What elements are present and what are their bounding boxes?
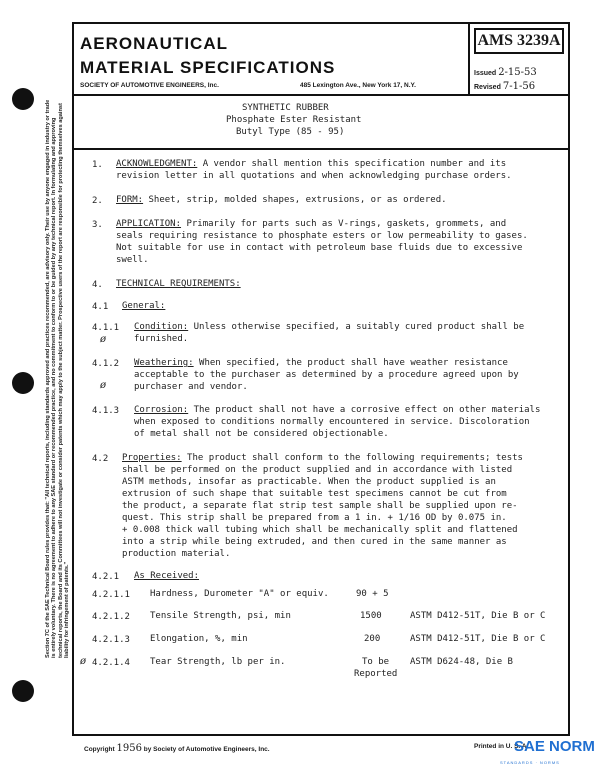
section-1-line-2: revision letter in all quotations and when acknowledging purchase orders. [116, 171, 512, 181]
binder-hole-top [12, 88, 34, 110]
section-4-1-3-line-2: when exposed to conditions normally encountered in service. Discoloration [134, 417, 530, 427]
section-3-line-2: seals requiring resistance to phosphate esters or low permeability to gases. [116, 231, 528, 241]
header-box [72, 22, 570, 96]
title-line-1: AERONAUTICAL [80, 34, 228, 53]
revision-mark-4-1-1: ø [100, 334, 107, 345]
subject-line-2: Phosphate Ester Resistant [226, 115, 362, 125]
section-4-2-line-8: into a strip while being extruded, and then cured in the same manner as [122, 537, 507, 547]
section-4-1-number: 4.1 [92, 302, 109, 312]
section-4-2-line-4: extrusion of such shape that suitable test specimens cannot be cut from [122, 489, 507, 499]
watermark-logo: SAE NORM [514, 738, 595, 755]
row-property: Elongation, %, min [150, 634, 248, 644]
section-2-heading: FORM: [116, 195, 144, 205]
row-method: ASTM D624-48, Die B [410, 657, 513, 667]
section-4-1-3-line-3: of metal shall not be considered objectionable. [134, 429, 389, 439]
section-4-2-1-heading: As Received: [134, 571, 200, 581]
revision-mark-4-1-2: ø [100, 380, 107, 391]
section-3-line-1 [116, 218, 506, 230]
section-4-1-1-text: Unless otherwise specified, a suitably cured product shall be [188, 322, 525, 332]
header-title-block [74, 24, 470, 94]
binder-hole-bottom [12, 680, 34, 702]
title-line-2: MATERIAL SPECIFICATIONS [80, 58, 336, 77]
section-2-line-1 [116, 194, 447, 206]
section-4-1-1-number: 4.1.1 [92, 323, 120, 333]
section-2-text: Sheet, strip, molded shapes, extrusions, or as ordered. [143, 195, 447, 205]
section-3-text: Primarily for parts such as V-rings, gaskets, grommets, and [181, 219, 507, 229]
section-1-number: 1. [92, 160, 103, 170]
section-2-number: 2. [92, 196, 103, 206]
section-4-1-2-line-3: purchaser and vendor. [134, 382, 248, 392]
side-disclaimer-text: Section 7C of the SAE Technical Board rules provides that: "All technical reports, including standards approved and practices recommended, are advisory only. Their use by anyone engaged in industry or trade is entirely voluntary. There is no agreement to adhere to any SAE standard or recommended practice, and no commitment to conform to or be guided by any technical report. In formulating and approving technical reports, the Board and its Committees will not investigate or consider patents which may apply to the subject matter. Prospective users of the report are responsible for protecting themselves against liability for infringement of patents." [45, 99, 70, 658]
issued-date-line [474, 67, 537, 78]
section-4-1-2-number: 4.1.2 [92, 359, 120, 369]
section-1-text: A vendor shall mention this specification number and its [197, 159, 507, 169]
row-number: 4.2.1.1 [92, 590, 130, 600]
section-4-2-heading: Properties: [122, 453, 182, 463]
row-value: 200 [364, 634, 381, 644]
revised-label: Revised [474, 84, 501, 91]
copyright-line [84, 743, 270, 754]
section-1-line-1 [116, 158, 506, 170]
revision-mark-4-2-1-4: ø [80, 656, 87, 667]
row-value-continued: Reported [354, 669, 398, 679]
revised-date-line [474, 81, 535, 92]
section-4-2-line-7: + 0.008 thick wall tubing which shall be mechanically split and flattened [122, 525, 518, 535]
row-value: 1500 [360, 611, 382, 621]
watermark-subtitle: STANDARDS · NORMS [500, 760, 560, 765]
section-4-2-line-2: shall be performed on the product supplied and in accordance with listed [122, 465, 513, 475]
copyright-year: 1956 [116, 743, 142, 754]
subject-line-1: SYNTHETIC RUBBER [242, 103, 329, 113]
section-4-1-2-line-2: acceptable to the purchaser as determined by a procedure agreed upon by [134, 370, 519, 380]
section-4-1-3-text: The product shall not have a corrosive effect on other materials [188, 405, 541, 415]
printed-in: Printed in U. S. A. [474, 743, 529, 750]
section-4-number: 4. [92, 280, 103, 290]
row-value: 90 + 5 [356, 589, 389, 599]
row-property: Hardness, Durometer "A" or equiv. [150, 589, 329, 599]
section-4-1-1-line-1 [134, 321, 524, 333]
issued-date: 2-15-53 [498, 67, 537, 78]
section-4-2-number: 4.2 [92, 454, 109, 464]
society-name: SOCIETY OF AUTOMOTIVE ENGINEERS, Inc. [80, 82, 219, 89]
copyright-prefix: Copyright [84, 746, 115, 753]
section-4-1-3-number: 4.1.3 [92, 406, 120, 416]
section-3-line-4: swell. [116, 255, 149, 265]
subject-divider [72, 148, 570, 150]
subject-line-3: Butyl Type (85 - 95) [236, 127, 345, 137]
section-4-heading: TECHNICAL REQUIREMENTS: [116, 279, 241, 289]
row-number: 4.2.1.3 [92, 635, 130, 645]
section-4-2-line-9: production material. [122, 549, 231, 559]
section-4-2-line-5: the product, a separate flat strip test sample shall be supplied upon re- [122, 501, 518, 511]
row-number: 4.2.1.4 [92, 658, 130, 668]
section-4-1-3-heading: Corrosion: [134, 405, 189, 415]
section-4-1-2-heading: Weathering: [134, 358, 194, 368]
section-4-1-2-line-1 [134, 357, 508, 369]
section-4-2-line-3: ASTM methods, insofar as practicable. When the product supplied is an [122, 477, 496, 487]
copyright-suffix: by Society of Automotive Engineers, Inc. [143, 746, 270, 753]
section-4-1-3-line-1 [134, 404, 540, 416]
side-disclaimer [42, 98, 70, 658]
section-4-1-heading: General: [122, 301, 166, 311]
issued-label: Issued [474, 70, 497, 77]
section-1-heading: ACKNOWLEDGMENT: [116, 159, 198, 169]
section-3-number: 3. [92, 220, 103, 230]
section-4-1-1-line-2: furnished. [134, 334, 189, 344]
row-method: ASTM D412-51T, Die B or C [410, 634, 546, 644]
section-3-heading: APPLICATION: [116, 219, 182, 229]
section-4-2-line-6: quest. This strip shall be prepared from a 1 in. + 1/16 OD by 0.075 in. [122, 513, 507, 523]
row-property: Tensile Strength, psi, min [150, 611, 291, 621]
section-4-2-line-1 [122, 452, 523, 464]
society-address: 485 Lexington Ave., New York 17, N.Y. [300, 82, 416, 89]
section-4-1-2-text: When specified, the product shall have weather resistance [193, 358, 508, 368]
row-value: To be [362, 657, 390, 667]
section-3-line-3: Not suitable for use in contact with petroleum base fluids due to excessive [116, 243, 523, 253]
binder-hole-middle [12, 372, 34, 394]
row-property: Tear Strength, lb per in. [150, 657, 286, 667]
revised-date: 7-1-56 [502, 81, 536, 92]
section-4-1-1-heading: Condition: [134, 322, 189, 332]
row-number: 4.2.1.2 [92, 612, 130, 622]
row-method: ASTM D412-51T, Die B or C [410, 611, 546, 621]
spec-number: AMS 3239A [474, 28, 564, 54]
section-4-2-text: The product shall conform to the following requirements; tests [181, 453, 523, 463]
section-4-2-1-number: 4.2.1 [92, 572, 120, 582]
